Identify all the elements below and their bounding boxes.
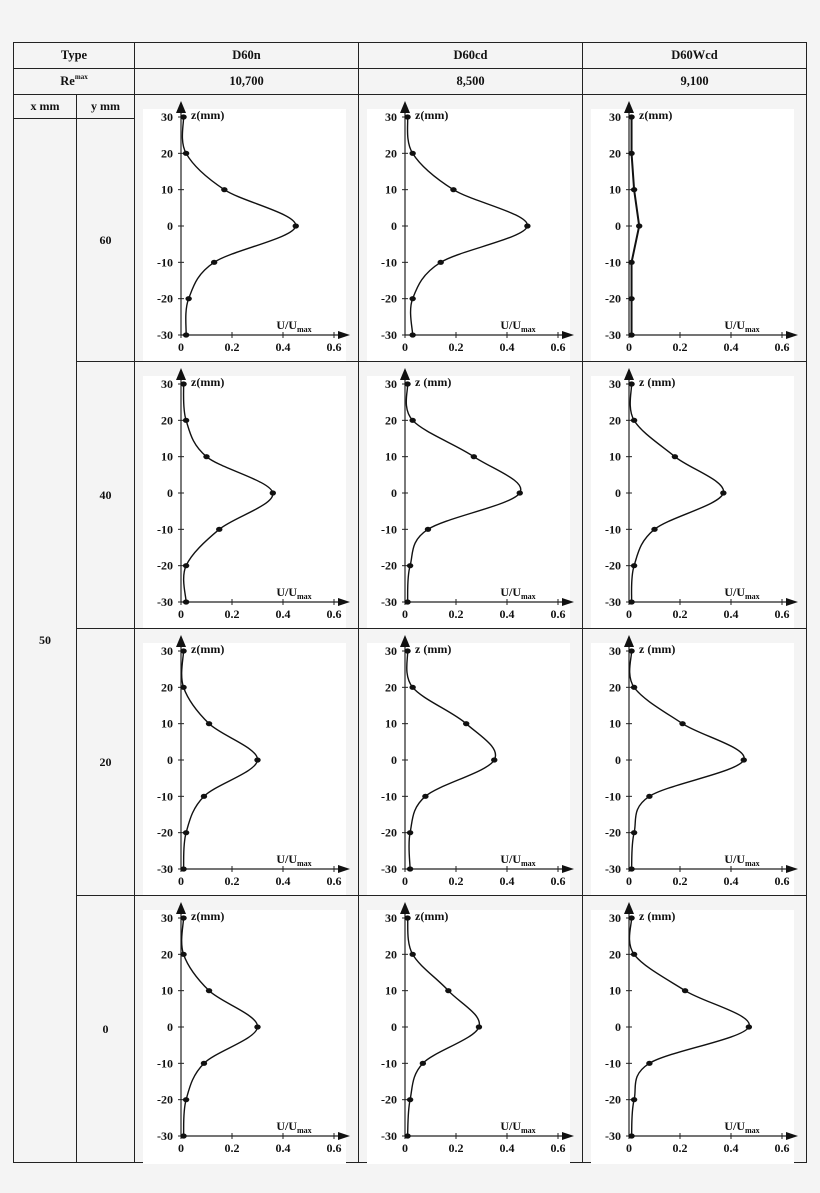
x-tick-label: 0.4 — [275, 340, 291, 354]
u-axis-label: $U/U_{max}$ — [500, 852, 536, 868]
data-point — [409, 151, 415, 156]
y-tick-label: -30 — [381, 328, 397, 342]
y-tick-label: -20 — [157, 558, 173, 573]
x-tick-label: 0.6 — [550, 874, 566, 888]
data-point — [404, 599, 410, 604]
y-tick-label: 30 — [609, 377, 621, 391]
data-point — [180, 1133, 186, 1138]
z-axis-label: z(mm) — [191, 108, 225, 122]
data-point — [646, 794, 652, 799]
y-tick-label: -30 — [605, 595, 621, 609]
profile-chart — [359, 362, 584, 630]
y-tick-label: 30 — [609, 110, 621, 124]
plot-d60cd-y40 — [358, 361, 583, 629]
y-tick-label: 10 — [609, 983, 621, 998]
data-point — [491, 757, 497, 762]
y-tick-label: 30 — [385, 911, 397, 925]
x-tick-label: 0 — [626, 607, 632, 621]
data-point — [463, 721, 469, 726]
profile-chart — [583, 362, 808, 630]
y-tick-label: 0 — [615, 1020, 621, 1034]
x-tick-label: 0.6 — [774, 340, 790, 354]
data-point — [216, 527, 222, 532]
y-value-cell-0: 0 — [76, 895, 135, 1163]
y-tick-label: 10 — [385, 449, 397, 464]
y-tick-label: 10 — [609, 449, 621, 464]
data-point — [420, 1061, 426, 1066]
re-header — [13, 68, 135, 95]
z-axis-label: z(mm) — [191, 642, 225, 656]
data-point — [450, 187, 456, 192]
y-tick-label: 20 — [609, 413, 621, 428]
plot-d60cd-y20 — [358, 628, 583, 896]
data-point — [183, 830, 189, 835]
y-tick-label: 0 — [167, 219, 173, 233]
data-point — [254, 757, 260, 762]
y-tick-label: -30 — [157, 1129, 173, 1143]
data-point — [628, 332, 634, 337]
u-axis-label: $U/U_{max}$ — [276, 852, 312, 868]
x-tick-label: 0.6 — [550, 607, 566, 621]
data-point — [422, 794, 428, 799]
y-tick-label: 30 — [609, 644, 621, 658]
data-point — [293, 223, 299, 228]
x-tick-label: 0.4 — [499, 1141, 515, 1155]
data-point — [438, 260, 444, 265]
x-tick-label: 0.6 — [326, 607, 342, 621]
z-axis-label: z (mm) — [415, 642, 452, 656]
data-point — [409, 685, 415, 690]
data-point — [211, 260, 217, 265]
y-tick-label: 0 — [615, 486, 621, 500]
plot-d60n-y0 — [134, 895, 359, 1163]
data-point — [404, 381, 410, 386]
y-tick-label: -20 — [381, 1092, 397, 1107]
data-point — [404, 648, 410, 653]
z-axis-label: z(mm) — [415, 909, 449, 923]
y-tick-label: 20 — [161, 680, 173, 695]
x-tick-label: 0 — [178, 340, 184, 354]
data-point — [628, 648, 634, 653]
y-tick-label: -30 — [605, 1129, 621, 1143]
y-tick-label: 30 — [385, 377, 397, 391]
data-point — [646, 1061, 652, 1066]
u-axis-label: $U/U_{max}$ — [724, 1119, 760, 1135]
y-tick-label: 0 — [391, 486, 397, 500]
data-point — [628, 260, 634, 265]
y-tick-label: -30 — [157, 328, 173, 342]
y-tick-label: 20 — [385, 146, 397, 161]
data-point — [409, 332, 415, 337]
y-tick-label: 20 — [385, 947, 397, 962]
x-tick-label: 0 — [626, 1141, 632, 1155]
y-tick-label: 0 — [167, 486, 173, 500]
data-point — [407, 830, 413, 835]
data-point — [185, 296, 191, 301]
x-tick-label: 0 — [402, 607, 408, 621]
y-tick-label: -10 — [605, 789, 621, 804]
u-axis-label: $U/U_{max}$ — [276, 318, 312, 334]
data-point — [720, 490, 726, 495]
y-tick-label: 10 — [385, 182, 397, 197]
data-point — [631, 563, 637, 568]
y-tick-label: 20 — [609, 146, 621, 161]
y-tick-label: -20 — [381, 825, 397, 840]
u-axis-label: $U/U_{max}$ — [500, 585, 536, 601]
x-tick-label: 0.4 — [275, 607, 291, 621]
data-point — [628, 1133, 634, 1138]
y-tick-label: -10 — [157, 522, 173, 537]
data-point — [409, 952, 415, 957]
data-point — [180, 381, 186, 386]
x-tick-label: 0.2 — [448, 607, 464, 621]
data-point — [221, 187, 227, 192]
data-point — [254, 1024, 260, 1029]
plot-d60wcd-y0 — [582, 895, 807, 1163]
data-point — [628, 151, 634, 156]
data-point — [206, 988, 212, 993]
y-tick-label: 0 — [615, 753, 621, 767]
data-point — [631, 952, 637, 957]
u-axis-label: $U/U_{max}$ — [500, 1119, 536, 1135]
y-tick-label: 30 — [161, 110, 173, 124]
x-tick-label: 0 — [178, 1141, 184, 1155]
y-tick-label: 0 — [167, 1020, 173, 1034]
x-tick-label: 0 — [626, 340, 632, 354]
y-tick-label: -10 — [605, 1056, 621, 1071]
data-point — [631, 830, 637, 835]
data-point — [201, 1061, 207, 1066]
y-tick-label: -10 — [381, 789, 397, 804]
x-tick-label: 0 — [178, 607, 184, 621]
data-point — [517, 490, 523, 495]
y-tick-label: -30 — [381, 595, 397, 609]
y-tick-label: -10 — [381, 1056, 397, 1071]
x-tick-label: 0.4 — [275, 1141, 291, 1155]
type-label: Type — [60, 48, 88, 62]
plot-d60wcd-y40 — [582, 361, 807, 629]
data-point — [180, 648, 186, 653]
type-d60n: D60n — [134, 42, 359, 69]
data-point — [183, 599, 189, 604]
re-d60n: 10,700 — [134, 68, 359, 95]
data-point — [183, 563, 189, 568]
data-point — [407, 866, 413, 871]
data-point — [407, 1097, 413, 1102]
x-tick-label: 0.4 — [499, 607, 515, 621]
data-point — [471, 454, 477, 459]
z-axis-label: z (mm) — [639, 909, 676, 923]
z-axis-label: z(mm) — [191, 909, 225, 923]
data-point — [180, 952, 186, 957]
x-tick-label: 0.2 — [448, 340, 464, 354]
y-tick-label: -20 — [605, 1092, 621, 1107]
y-tick-label: -30 — [381, 1129, 397, 1143]
u-axis-label: $U/U_{max}$ — [724, 318, 760, 334]
profile-chart — [359, 629, 584, 897]
data-point — [270, 490, 276, 495]
u-axis-label: $U/U_{max}$ — [500, 318, 536, 334]
z-axis-label: z (mm) — [639, 375, 676, 389]
y-tick-label: -20 — [157, 1092, 173, 1107]
z-axis-label: z(mm) — [639, 108, 673, 122]
plot-d60n-y20 — [134, 628, 359, 896]
y-tick-label: 10 — [609, 182, 621, 197]
y-tick-label: 30 — [161, 377, 173, 391]
data-point — [631, 685, 637, 690]
x-tick-label: 0 — [626, 874, 632, 888]
y-value-cell-20: 20 — [76, 628, 135, 896]
y-tick-label: 20 — [385, 680, 397, 695]
y-tick-label: 20 — [161, 146, 173, 161]
data-point — [180, 915, 186, 920]
x-tick-label: 0.2 — [224, 340, 240, 354]
data-point — [524, 223, 530, 228]
y-tick-label: 20 — [609, 947, 621, 962]
y-tick-label: -20 — [605, 291, 621, 306]
y-tick-label: 10 — [161, 716, 173, 731]
data-point — [206, 721, 212, 726]
data-point — [679, 721, 685, 726]
x-tick-label: 0.2 — [672, 340, 688, 354]
y-tick-label: 10 — [161, 182, 173, 197]
data-point — [682, 988, 688, 993]
plot-d60n-y40 — [134, 361, 359, 629]
data-point — [425, 527, 431, 532]
x-tick-label: 0.2 — [672, 607, 688, 621]
data-point — [628, 381, 634, 386]
x-tick-label: 0.4 — [723, 874, 739, 888]
u-axis-label: $U/U_{max}$ — [724, 585, 760, 601]
re-d60wcd: 9,100 — [582, 68, 807, 95]
x-tick-label: 0.4 — [723, 607, 739, 621]
data-point — [203, 454, 209, 459]
data-point — [404, 1133, 410, 1138]
profile-table — [13, 42, 807, 1163]
data-point — [183, 418, 189, 423]
y-tick-label: 10 — [161, 449, 173, 464]
data-point — [180, 685, 186, 690]
data-point — [746, 1024, 752, 1029]
x-tick-label: 0.4 — [723, 340, 739, 354]
x-tick-label: 0.2 — [448, 874, 464, 888]
x-tick-label: 0 — [178, 874, 184, 888]
x-tick-label: 0.2 — [224, 607, 240, 621]
y-tick-label: -30 — [381, 862, 397, 876]
y-tick-label: -10 — [381, 522, 397, 537]
plot-d60cd-y0 — [358, 895, 583, 1163]
y-tick-label: 0 — [391, 219, 397, 233]
y-tick-label: 30 — [385, 110, 397, 124]
re-d60cd: 8,500 — [358, 68, 583, 95]
data-point — [183, 1097, 189, 1102]
plot-d60n-y60 — [134, 94, 359, 362]
x-tick-label: 0.2 — [672, 1141, 688, 1155]
y-tick-label: 20 — [161, 947, 173, 962]
x-mm-header: x mm — [13, 94, 77, 119]
y-tick-label: 20 — [385, 413, 397, 428]
data-point — [407, 563, 413, 568]
y-tick-label: 20 — [609, 680, 621, 695]
x-tick-label: 0 — [402, 874, 408, 888]
z-axis-label: z(mm) — [191, 375, 225, 389]
y-tick-label: -10 — [605, 522, 621, 537]
x-tick-label: 0.6 — [550, 1141, 566, 1155]
data-point — [628, 866, 634, 871]
data-point — [628, 915, 634, 920]
data-point — [636, 223, 642, 228]
data-point — [628, 114, 634, 119]
y-tick-label: -10 — [157, 789, 173, 804]
data-point — [183, 151, 189, 156]
y-tick-label: -10 — [157, 1056, 173, 1071]
profile-chart — [135, 629, 360, 897]
data-point — [409, 296, 415, 301]
data-point — [180, 866, 186, 871]
profile-chart — [135, 896, 360, 1164]
profile-chart — [583, 896, 808, 1164]
y-tick-label: -20 — [605, 825, 621, 840]
x-tick-label: 0.6 — [774, 874, 790, 888]
y-tick-label: -20 — [605, 558, 621, 573]
y-tick-label: 10 — [385, 716, 397, 731]
y-tick-label: -30 — [605, 328, 621, 342]
re-label: $Re^{max}$ — [60, 72, 88, 89]
x-tick-label: 0.4 — [275, 874, 291, 888]
x-tick-label: 0.6 — [774, 1141, 790, 1155]
data-point — [628, 599, 634, 604]
data-point — [180, 114, 186, 119]
y-tick-label: -20 — [381, 558, 397, 573]
type-header — [13, 42, 135, 69]
y-tick-label: -10 — [157, 255, 173, 270]
type-d60wcd: D60Wcd — [582, 42, 807, 69]
y-tick-label: 30 — [161, 644, 173, 658]
y-tick-label: -10 — [381, 255, 397, 270]
z-axis-label: z (mm) — [639, 642, 676, 656]
x-tick-label: 0.4 — [499, 874, 515, 888]
y-tick-label: -10 — [605, 255, 621, 270]
profile-chart — [583, 629, 808, 897]
y-tick-label: 10 — [161, 983, 173, 998]
y-tick-label: 0 — [391, 753, 397, 767]
x-tick-label: 0.2 — [448, 1141, 464, 1155]
y-tick-label: 0 — [391, 1020, 397, 1034]
data-point — [201, 794, 207, 799]
plot-d60wcd-y60 — [582, 94, 807, 362]
data-point — [476, 1024, 482, 1029]
data-point — [651, 527, 657, 532]
type-d60cd: D60cd — [358, 42, 583, 69]
y-tick-label: 0 — [615, 219, 621, 233]
z-axis-label: z (mm) — [415, 375, 452, 389]
data-point — [404, 114, 410, 119]
x-tick-label: 0.2 — [672, 874, 688, 888]
y-tick-label: 30 — [161, 911, 173, 925]
y-mm-header: y mm — [76, 94, 135, 119]
x-tick-label: 0.6 — [774, 607, 790, 621]
z-axis-label: z(mm) — [415, 108, 449, 122]
y-tick-label: 10 — [609, 716, 621, 731]
profile-chart — [359, 95, 584, 363]
u-axis-label: $U/U_{max}$ — [276, 1119, 312, 1135]
y-tick-label: 0 — [167, 753, 173, 767]
x-tick-label: 0.6 — [326, 1141, 342, 1155]
y-tick-label: -30 — [157, 862, 173, 876]
data-point — [672, 454, 678, 459]
x-tick-label: 0.4 — [723, 1141, 739, 1155]
y-tick-label: 30 — [385, 644, 397, 658]
x-tick-label: 0.6 — [550, 340, 566, 354]
x-tick-label: 0 — [402, 340, 408, 354]
y-value-cell-40: 40 — [76, 361, 135, 629]
profile-chart — [583, 95, 808, 363]
y-value-cell-60: 60 — [76, 118, 135, 362]
x-tick-label: 0 — [402, 1141, 408, 1155]
u-axis-label: $U/U_{max}$ — [276, 585, 312, 601]
profile-chart — [359, 896, 584, 1164]
data-point — [628, 296, 634, 301]
profile-chart — [135, 95, 360, 363]
data-point — [631, 187, 637, 192]
data-point — [445, 988, 451, 993]
data-point — [631, 418, 637, 423]
x-tick-label: 0.6 — [326, 340, 342, 354]
data-point — [741, 757, 747, 762]
x-tick-label: 0.2 — [224, 1141, 240, 1155]
y-tick-label: -30 — [157, 595, 173, 609]
data-point — [631, 1097, 637, 1102]
y-tick-label: 10 — [385, 983, 397, 998]
y-tick-label: -20 — [157, 291, 173, 306]
y-tick-label: 30 — [609, 911, 621, 925]
x-tick-label: 0.4 — [499, 340, 515, 354]
data-point — [404, 915, 410, 920]
y-tick-label: -20 — [157, 825, 173, 840]
plot-d60cd-y60 — [358, 94, 583, 362]
y-tick-label: -30 — [605, 862, 621, 876]
x-value-cell: 50 — [13, 118, 77, 1163]
plot-d60wcd-y20 — [582, 628, 807, 896]
u-axis-label: $U/U_{max}$ — [724, 852, 760, 868]
data-point — [183, 332, 189, 337]
data-point — [409, 418, 415, 423]
profile-chart — [135, 362, 360, 630]
y-tick-label: 20 — [161, 413, 173, 428]
x-tick-label: 0.2 — [224, 874, 240, 888]
y-tick-label: -20 — [381, 291, 397, 306]
x-tick-label: 0.6 — [326, 874, 342, 888]
